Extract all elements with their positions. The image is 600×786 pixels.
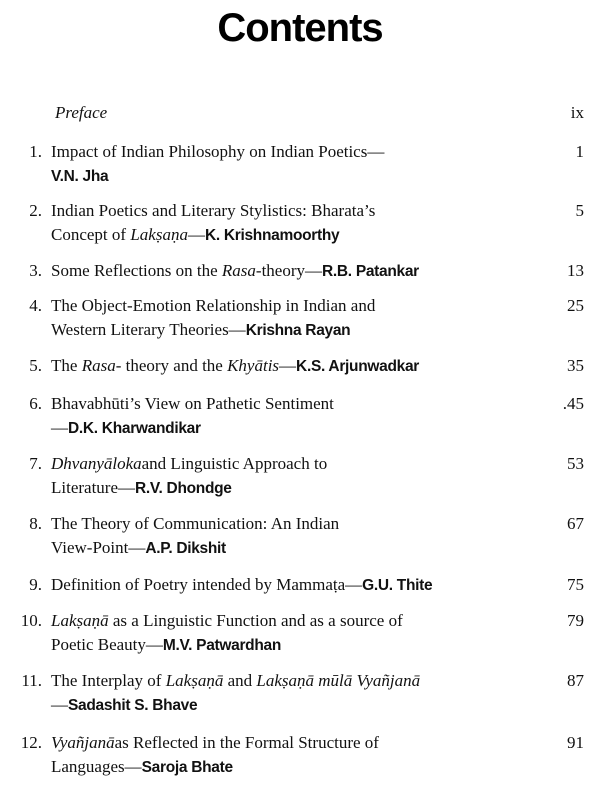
- entry-number: 8.: [29, 514, 42, 533]
- entry-title-italic: Lakṣaṇa: [130, 225, 188, 244]
- entry-page: 25: [567, 296, 584, 315]
- entry-page: 13: [567, 261, 584, 280]
- entry-number: 3.: [29, 261, 42, 280]
- entry-page: 5: [575, 201, 584, 220]
- entry-author: G.U. Thite: [362, 577, 433, 594]
- entry-number: 5.: [29, 356, 42, 375]
- entry-title: Bhavabhūti’s View on Pathetic Sentiment: [51, 394, 334, 413]
- entry-author: V.N. Jha: [51, 168, 109, 185]
- preface-page: ix: [570, 103, 584, 122]
- entry-title: Impact of Indian Philosophy on Indian Poetics—: [51, 142, 385, 161]
- entry-title-part: Poetic Beauty—: [51, 635, 163, 654]
- entry-title-part: - theory and the: [115, 356, 228, 375]
- entry-author: Saroja Bhate: [141, 759, 233, 776]
- entry-title-italic: Rasa: [221, 261, 256, 280]
- entry-page: 75: [567, 575, 584, 594]
- entry-title-part: as Reflected in the Formal Structure of: [114, 733, 379, 752]
- entry-number: 2.: [29, 201, 42, 220]
- entry-page: 91: [567, 733, 584, 752]
- entry-page: 67: [567, 514, 584, 533]
- entry-page: 1: [575, 142, 584, 161]
- entry-title-part: View-Point—: [51, 538, 146, 557]
- entry-number: 7.: [29, 454, 42, 473]
- entry-title-part: as a Linguistic Function and as a source of: [108, 611, 403, 630]
- entry-title-italic: Dhvanyāloka: [51, 454, 142, 473]
- entry-title-italic: Lakṣaṇā mūlā Vyañjanā: [256, 671, 421, 690]
- entry-page: 35: [567, 356, 584, 375]
- entry-title-italic: Vyañjanā: [51, 733, 115, 752]
- entry-title-part: Concept of: [51, 225, 131, 244]
- entry-number: 10.: [20, 611, 42, 630]
- entry-title-part: Languages—: [51, 757, 142, 776]
- entry-title-italic: Lakṣaṇā: [165, 671, 224, 690]
- entry-number: 12.: [20, 733, 42, 752]
- entry-number: 9.: [29, 575, 42, 594]
- entry-title-part: Literature—: [51, 478, 136, 497]
- entry-number: 4.: [29, 296, 42, 315]
- entry-number: 6.: [29, 394, 42, 413]
- entry-author: M.V. Patwardhan: [162, 637, 282, 654]
- entry-title: Indian Poetics and Literary Stylistics: Bharata’s: [51, 201, 376, 220]
- entry-page: 87: [567, 671, 584, 690]
- entry-author: K. Krishnamoorthy: [204, 227, 340, 244]
- entry-author: A.P. Dikshit: [145, 540, 226, 557]
- page-title: Contents: [217, 6, 383, 50]
- entry-title: The Theory of Communication: An Indian: [51, 514, 340, 533]
- entry-title-italic: Rasa: [81, 356, 116, 375]
- entry-title: The Object-Emotion Relationship in Indian and: [51, 296, 376, 315]
- entry-title-part: Some Reflections on the: [51, 261, 222, 280]
- entry-title-part: The Interplay of: [51, 671, 166, 690]
- entry-author: R.V. Dhondge: [135, 480, 232, 497]
- entry-title-dash: —: [279, 356, 297, 375]
- entry-title-dash: —: [51, 695, 68, 714]
- entry-number: 11.: [21, 671, 42, 690]
- entry-title-part: and: [223, 671, 257, 690]
- entry-author: D.K. Kharwandikar: [68, 420, 201, 437]
- entry-page: 53: [567, 454, 584, 473]
- entry-title-part: The: [51, 356, 82, 375]
- entry-author: R.B. Patankar: [322, 263, 419, 280]
- entry-number: 1.: [29, 142, 42, 161]
- entry-title-part: Definition of Poetry intended by Mammaṭa—: [51, 575, 363, 594]
- entry-title-part: and Linguistic Approach to: [141, 454, 328, 473]
- preface-label: Preface: [55, 103, 108, 122]
- entry-author: Krishna Rayan: [245, 322, 351, 339]
- entry-page: .45: [562, 394, 584, 413]
- entry-author: Sadashit S. Bhave: [68, 697, 198, 714]
- entry-title-part: -theory—: [255, 261, 323, 280]
- entry-title-italic: Lakṣaṇā: [51, 611, 109, 630]
- entry-title-dash: —: [187, 225, 205, 244]
- entry-page: 79: [567, 611, 584, 630]
- entry-author: K.S. Arjunwadkar: [296, 358, 420, 375]
- entry-title-part: Western Literary Theories—: [51, 320, 246, 339]
- entry-title-dash: —: [51, 418, 68, 437]
- entry-title-italic: Khyātis: [227, 356, 280, 375]
